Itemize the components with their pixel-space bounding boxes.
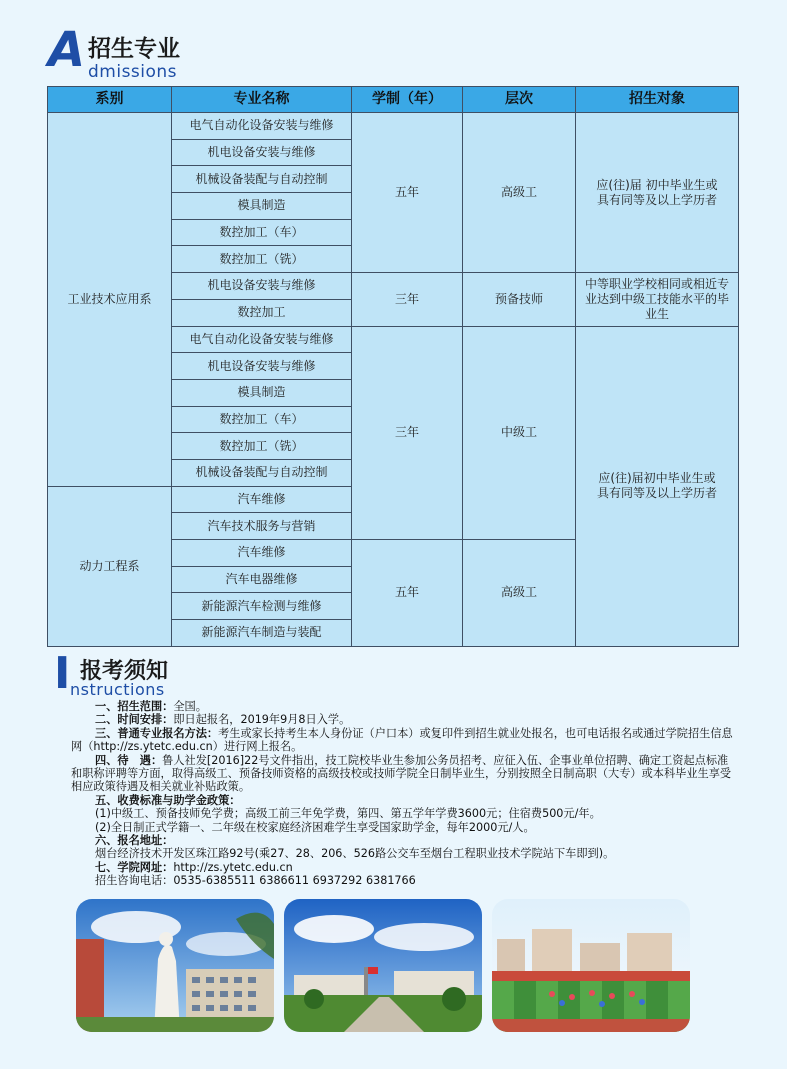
instruction-line: 二、时间安排：即日起报名，2019年9月8日入学。 xyxy=(95,713,351,727)
major-cell: 电气自动化设备安装与维修 xyxy=(172,113,352,140)
header-level: 层次 xyxy=(463,87,576,113)
header-department: 系别 xyxy=(48,87,172,113)
header-major: 专业名称 xyxy=(172,87,352,113)
instruction-line: 烟台经济技术开发区珠江路92号(乘27、28、206、526路公交车至烟台工程职业技术学院站下车即到)。 xyxy=(95,847,615,861)
website-link[interactable]: http://zs.ytetc.edu.cn xyxy=(173,860,293,874)
header-duration: 学制（年） xyxy=(352,87,463,113)
duration-cell: 五年 xyxy=(352,113,463,273)
target-cell: 应(往)届 初中毕业生或具有同等及以上学历者 xyxy=(576,113,739,273)
instructions-body xyxy=(71,700,735,888)
admissions-heading xyxy=(48,24,208,84)
instruction-line: (2)全日制正式学籍一、二年级在校家庭经济困难学生享受国家助学金，每年2000元/人。 xyxy=(95,820,535,834)
instruction-line: 招生咨询电话：0535-6385511 6386611 6937292 6381766 xyxy=(95,874,416,888)
level-cell: 高级工 xyxy=(463,113,576,273)
major-cell: 机电设备安装与维修 xyxy=(172,139,352,166)
major-cell: 电气自动化设备安装与维修 xyxy=(172,326,352,353)
instruction-line: 六、报名地址： xyxy=(95,834,174,848)
instruction-line: 五、收费标准与助学金政策： xyxy=(95,793,241,807)
major-cell: 机电设备安装与维修 xyxy=(172,273,352,300)
department-cell: 工业技术应用系 xyxy=(48,113,172,487)
major-cell: 模具制造 xyxy=(172,379,352,406)
major-cell: 汽车维修 xyxy=(172,540,352,567)
major-cell: 汽车电器维修 xyxy=(172,566,352,593)
major-cell: 模具制造 xyxy=(172,193,352,220)
instruction-line: 七、学院网址：http://zs.ytetc.edu.cn xyxy=(95,860,293,874)
major-cell: 新能源汽车检测与维修 xyxy=(172,593,352,620)
major-cell: 汽车技术服务与营销 xyxy=(172,513,352,540)
heading-letter: A xyxy=(48,22,86,78)
target-cell: 应(往)届初中毕业生或具有同等及以上学历者 xyxy=(576,326,739,646)
sports-field-photo xyxy=(492,899,690,1032)
major-cell: 机械设备装配与自动控制 xyxy=(172,459,352,486)
level-cell: 预备技师 xyxy=(463,273,576,326)
campus-buildings-photo xyxy=(284,899,482,1032)
heading-title: 招生专业 xyxy=(88,36,180,62)
table-header-row xyxy=(48,87,739,113)
heading-letter: I xyxy=(54,648,71,699)
instruction-line: 一、招生范围：全国。 xyxy=(95,700,207,713)
major-cell: 数控加工（铣） xyxy=(172,246,352,273)
major-cell: 数控加工（车） xyxy=(172,219,352,246)
level-cell: 高级工 xyxy=(463,540,576,647)
instruction-line: 四、待 遇：鲁人社发[2016]22号文件指出，技工院校毕业生参加公务员招考、应征入伍、企事业单位招聘、确定工资起点标准和职称评聘等方面，取得高级工、预备技师资格的高级技校或技师学院全日制毕业生，分别按照全日制高职（大专）或本科毕业生享受相应政策待遇及相关就业补贴政策。 xyxy=(71,753,732,794)
major-cell: 汽车维修 xyxy=(172,486,352,513)
header-target: 招生对象 xyxy=(576,87,739,113)
heading-subtitle: nstructions xyxy=(70,680,165,699)
major-cell: 数控加工（车） xyxy=(172,406,352,433)
major-cell: 机械设备装配与自动控制 xyxy=(172,166,352,193)
duration-cell: 三年 xyxy=(352,273,463,326)
duration-cell: 三年 xyxy=(352,326,463,540)
major-cell: 机电设备安装与维修 xyxy=(172,353,352,380)
campus-statue-photo xyxy=(76,899,274,1032)
instruction-line: (1)中级工、预备技师免学费；高级工前三年免学费，第四、第五学年学费3600元；住宿费500元/年。 xyxy=(95,807,601,821)
instructions-heading xyxy=(48,650,208,700)
level-cell: 中级工 xyxy=(463,326,576,540)
heading-title: 报考须知 xyxy=(80,659,169,684)
major-cell: 数控加工（铣） xyxy=(172,433,352,460)
admissions-table xyxy=(47,86,739,647)
duration-cell: 五年 xyxy=(352,540,463,647)
table-row xyxy=(48,113,739,140)
major-cell: 数控加工 xyxy=(172,299,352,326)
heading-subtitle: dmissions xyxy=(88,62,178,82)
target-cell: 中等职业学校相同或相近专业达到中级工技能水平的毕业生 xyxy=(576,273,739,326)
major-cell: 新能源汽车制造与装配 xyxy=(172,620,352,647)
instruction-line: 三、普通专业报名方法：考生或家长持考生本人身份证（户口本）或复印件到招生就业处报名，也可电话报名或通过学院招生信息网（http://zs.ytetc.edu.cn）进行网上报名。 xyxy=(71,726,733,754)
department-cell: 动力工程系 xyxy=(48,486,172,646)
